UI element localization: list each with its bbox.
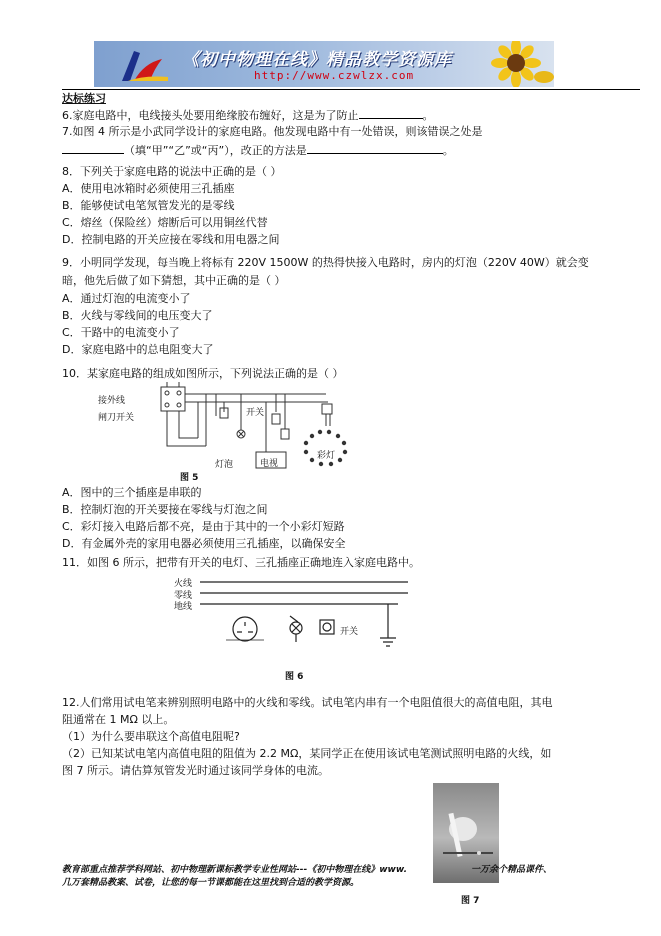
q10-option-b: B．控制灯泡的开关要接在零线与灯泡之间 (62, 503, 268, 516)
q8-option-a: A．使用电冰箱时必须使用三孔插座 (62, 182, 235, 195)
fig5-label-bulb: 灯泡 (215, 460, 234, 470)
header-rule (62, 89, 640, 90)
footer-line2: 几万套精品教案、试卷，让您的每一节课都能在这里找到合适的教学资源。 (62, 878, 360, 888)
fig5-label-switch: 开关 (246, 408, 265, 418)
q7-line2-end: 。 (442, 144, 454, 157)
q9-stem-line2: 暗，他先后做了如下猜想，其中正确的是（ ） (62, 274, 286, 287)
q10-option-a: A．图中的三个插座是串联的 (62, 486, 202, 499)
footer-line1-tail: 一万余个精品课件、 (471, 865, 553, 875)
footer-line1-text: 教育部重点推荐学科网站、初中物理新课标教学专业性网站---《初中物理在线》www. (62, 865, 407, 875)
q7-answer-blank-2[interactable] (307, 143, 443, 154)
figure-5-circuit-diagram (116, 382, 362, 478)
fig5-label-tv: 电视 (260, 459, 279, 469)
q11-stem: 11．如图 6 所示，把带有开关的电灯、三孔插座正确地连入家庭电路中。 (62, 556, 420, 569)
figure-5-caption: 图 5 (180, 473, 199, 483)
q8-option-d: D．控制电路的开关应接在零线和用电器之间 (62, 233, 280, 246)
q11-wire-live: 火线 (174, 579, 193, 589)
q7-answer-blank-1[interactable] (62, 143, 124, 154)
q8-option-c: C．熔丝（保险丝）熔断后可以用铜丝代替 (62, 216, 268, 229)
q12-sub-question-2-line2: 图 7 所示。请估算氖管发光时通过该同学身体的电流。 (62, 764, 329, 777)
q11-switch-label: 开关 (340, 627, 359, 637)
q7-line1: 7.如图 4 所示是小武同学设计的家庭电路。他发现电路中有一处错误，则该错误之处是 (62, 125, 483, 138)
fig5-label-knife-switch: 闸刀开关 (98, 413, 135, 423)
q6-answer-blank[interactable] (359, 108, 423, 119)
q10-stem: 10．某家庭电路的组成如图所示，下列说法正确的是（ ） (62, 367, 344, 380)
q7-line2-mid: （填“甲”“乙”或“丙”），改正的方法是 (124, 144, 307, 157)
footer-line1 (62, 864, 552, 876)
q9-option-c: C．干路中的电流变小了 (62, 326, 180, 339)
figure-6-caption: 图 6 (285, 672, 304, 682)
q8-stem: 8．下列关于家庭电路的说法中正确的是（ ） (62, 165, 282, 178)
q6-end: 。 (422, 109, 434, 122)
q11-wire-neutral: 零线 (174, 591, 193, 601)
q12-stem-line1: 12.人们常用试电笔来辨别照明电路中的火线和零线。试电笔内串有一个电阻值很大的高值电阻，其电 (62, 696, 553, 709)
fig5-label-entry: 接外线 (98, 396, 126, 406)
q12-sub-question-2-line1: （2）已知某试电笔内高值电阻的阻值为 2.2 MΩ，某同学正在使用该试电笔测试照明电路的火线，如 (62, 747, 552, 760)
question-7-line2 (62, 143, 454, 158)
q10-option-c: C．彩灯接入电路后都不亮，是由于其中的一个小彩灯短路 (62, 520, 345, 533)
banner-url[interactable]: http://www.czwlzx.com (254, 69, 415, 82)
sunflower-icon (478, 41, 554, 87)
question-6 (62, 108, 434, 123)
q8-option-b: B．能够使试电笔氖管发光的是零线 (62, 199, 235, 212)
site-logo-icon (114, 45, 174, 85)
q6-text: 6.家庭电路中，电线接头处要用绝缘胶布缠好，这是为了防止 (62, 109, 359, 122)
figure-6-wiring-diagram (198, 576, 418, 656)
figure-7-caption: 图 7 (461, 896, 480, 906)
header-banner (94, 41, 554, 87)
banner-title: 《初中物理在线》精品教学资源库 (182, 50, 452, 70)
q9-option-d: D．家庭电路中的总电阻变大了 (62, 343, 214, 356)
q9-stem-line1: 9．小明同学发现，每当晚上将标有 220V 1500W 的热得快接入电路时，房内的灯泡（220V 40W）就会变 (62, 256, 589, 269)
q12-sub-question-1: （1）为什么要串联这个高值电阻呢? (62, 730, 240, 743)
q9-option-b: B．火线与零线间的电压变大了 (62, 309, 213, 322)
section-heading: 达标练习 (62, 92, 106, 105)
q12-stem-line2: 阻通常在 1 MΩ 以上。 (62, 713, 175, 726)
q11-wire-ground: 地线 (174, 602, 193, 612)
q10-option-d: D．有金属外壳的家用电器必须使用三孔插座，以确保安全 (62, 537, 346, 550)
fig5-label-color-lights: 彩灯 (317, 451, 336, 461)
q9-option-a: A．通过灯泡的电流变小了 (62, 292, 191, 305)
